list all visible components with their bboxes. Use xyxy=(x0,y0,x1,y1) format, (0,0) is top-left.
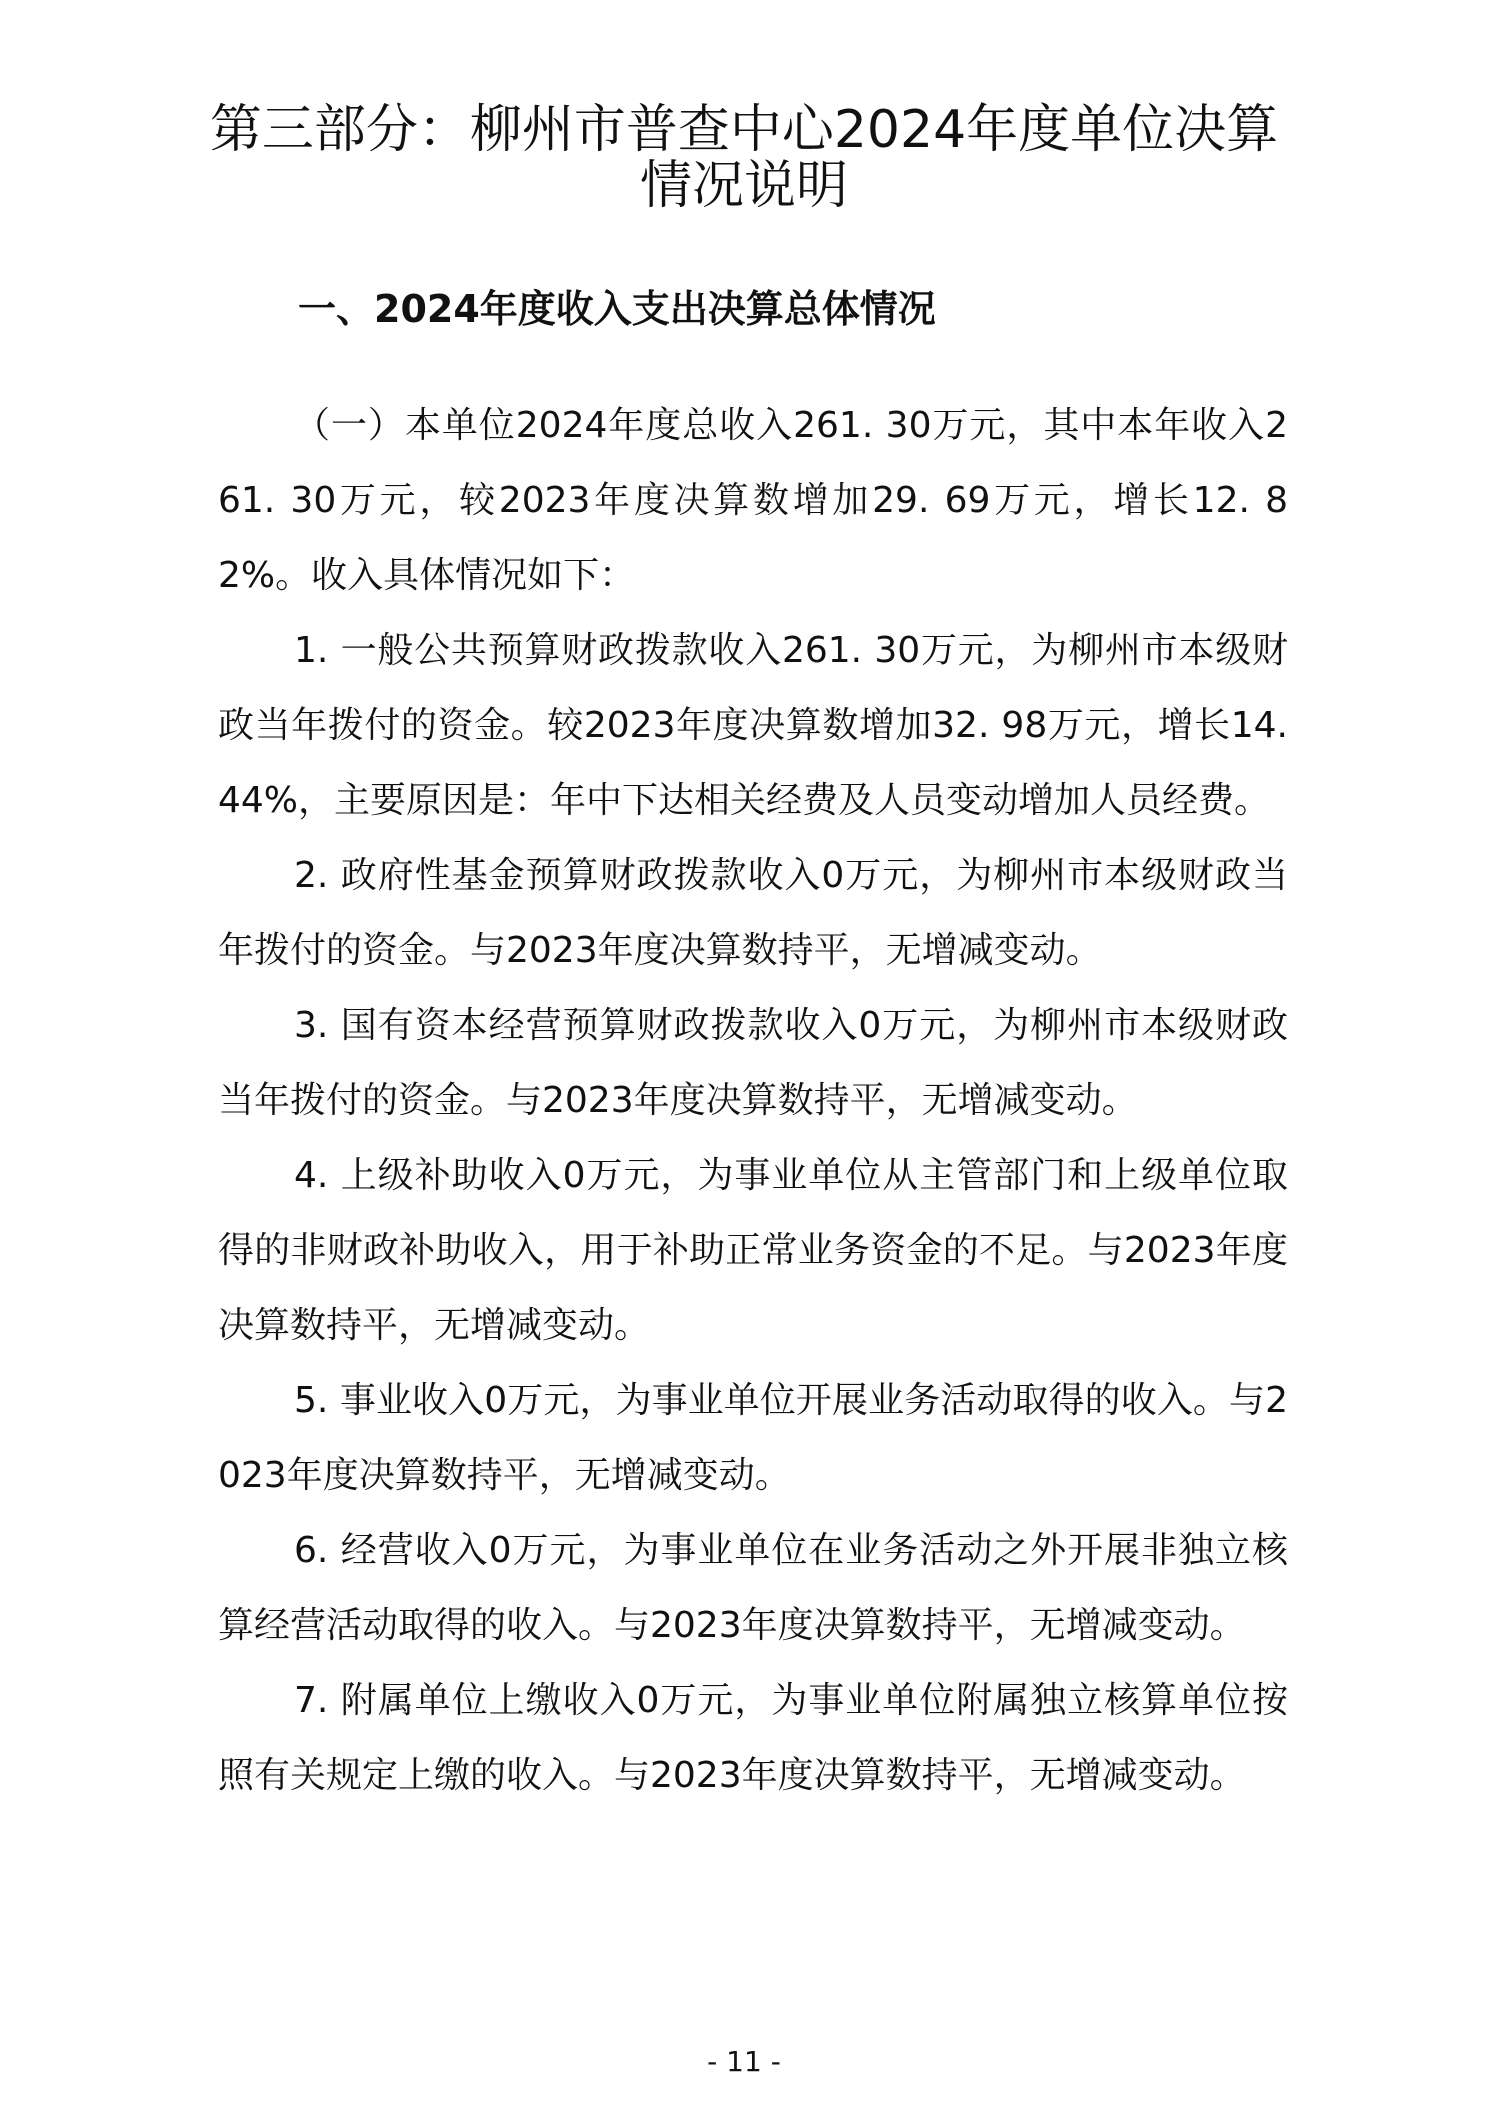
paragraph-superior-subsidy-income: 4. 上级补助收入0万元，为事业单位从主管部门和上级单位取得的非财政补助收入，用于补助正常业务资金的不足。与2023年度决算数持平，无增减变动。 xyxy=(218,1155,1288,1346)
paragraph-affiliated-unit-income: 7. 附属单位上缴收入0万元，为事业单位附属独立核算单位按照有关规定上缴的收入。与2023年度决算数持平，无增减变动。 xyxy=(218,1680,1288,1796)
paragraph-business-income: 5. 事业收入0万元，为事业单位开展业务活动取得的收入。与2023年度决算数持平，无增减变动。 xyxy=(218,1380,1288,1496)
paragraph-state-capital-income: 3. 国有资本经营预算财政拨款收入0万元，为柳州市本级财政当年拨付的资金。与2023年度决算数持平，无增减变动。 xyxy=(218,1005,1288,1121)
page-title: 第三部分：柳州市普查中心2024年度单位决算情况说明 xyxy=(209,100,1279,216)
section-heading: 一、2024年度收入支出决算总体情况 xyxy=(298,287,936,331)
paragraph-general-budget-income: 1. 一般公共预算财政拨款收入261. 30万元，为柳州市本级财政当年拨付的资金。较2023年度决算数增加32. 98万元，增长14. 44%，主要原因是：年中下达相关经费及人员变动增加人员经费。 xyxy=(218,630,1288,821)
paragraph-total-income: （一）本单位2024年度总收入261. 30万元，其中本年收入261. 30万元，较2023年度决算数增加29. 69万元，增长12. 82%。收入具体情况如下： xyxy=(218,405,1288,596)
body-text xyxy=(218,388,1288,1813)
page-number: - 11 - xyxy=(707,2045,781,2078)
paragraph-operating-income: 6. 经营收入0万元，为事业单位在业务活动之外开展非独立核算经营活动取得的收入。与2023年度决算数持平，无增减变动。 xyxy=(218,1530,1288,1646)
paragraph-government-fund-income: 2. 政府性基金预算财政拨款收入0万元，为柳州市本级财政当年拨付的资金。与2023年度决算数持平，无增减变动。 xyxy=(218,855,1288,971)
